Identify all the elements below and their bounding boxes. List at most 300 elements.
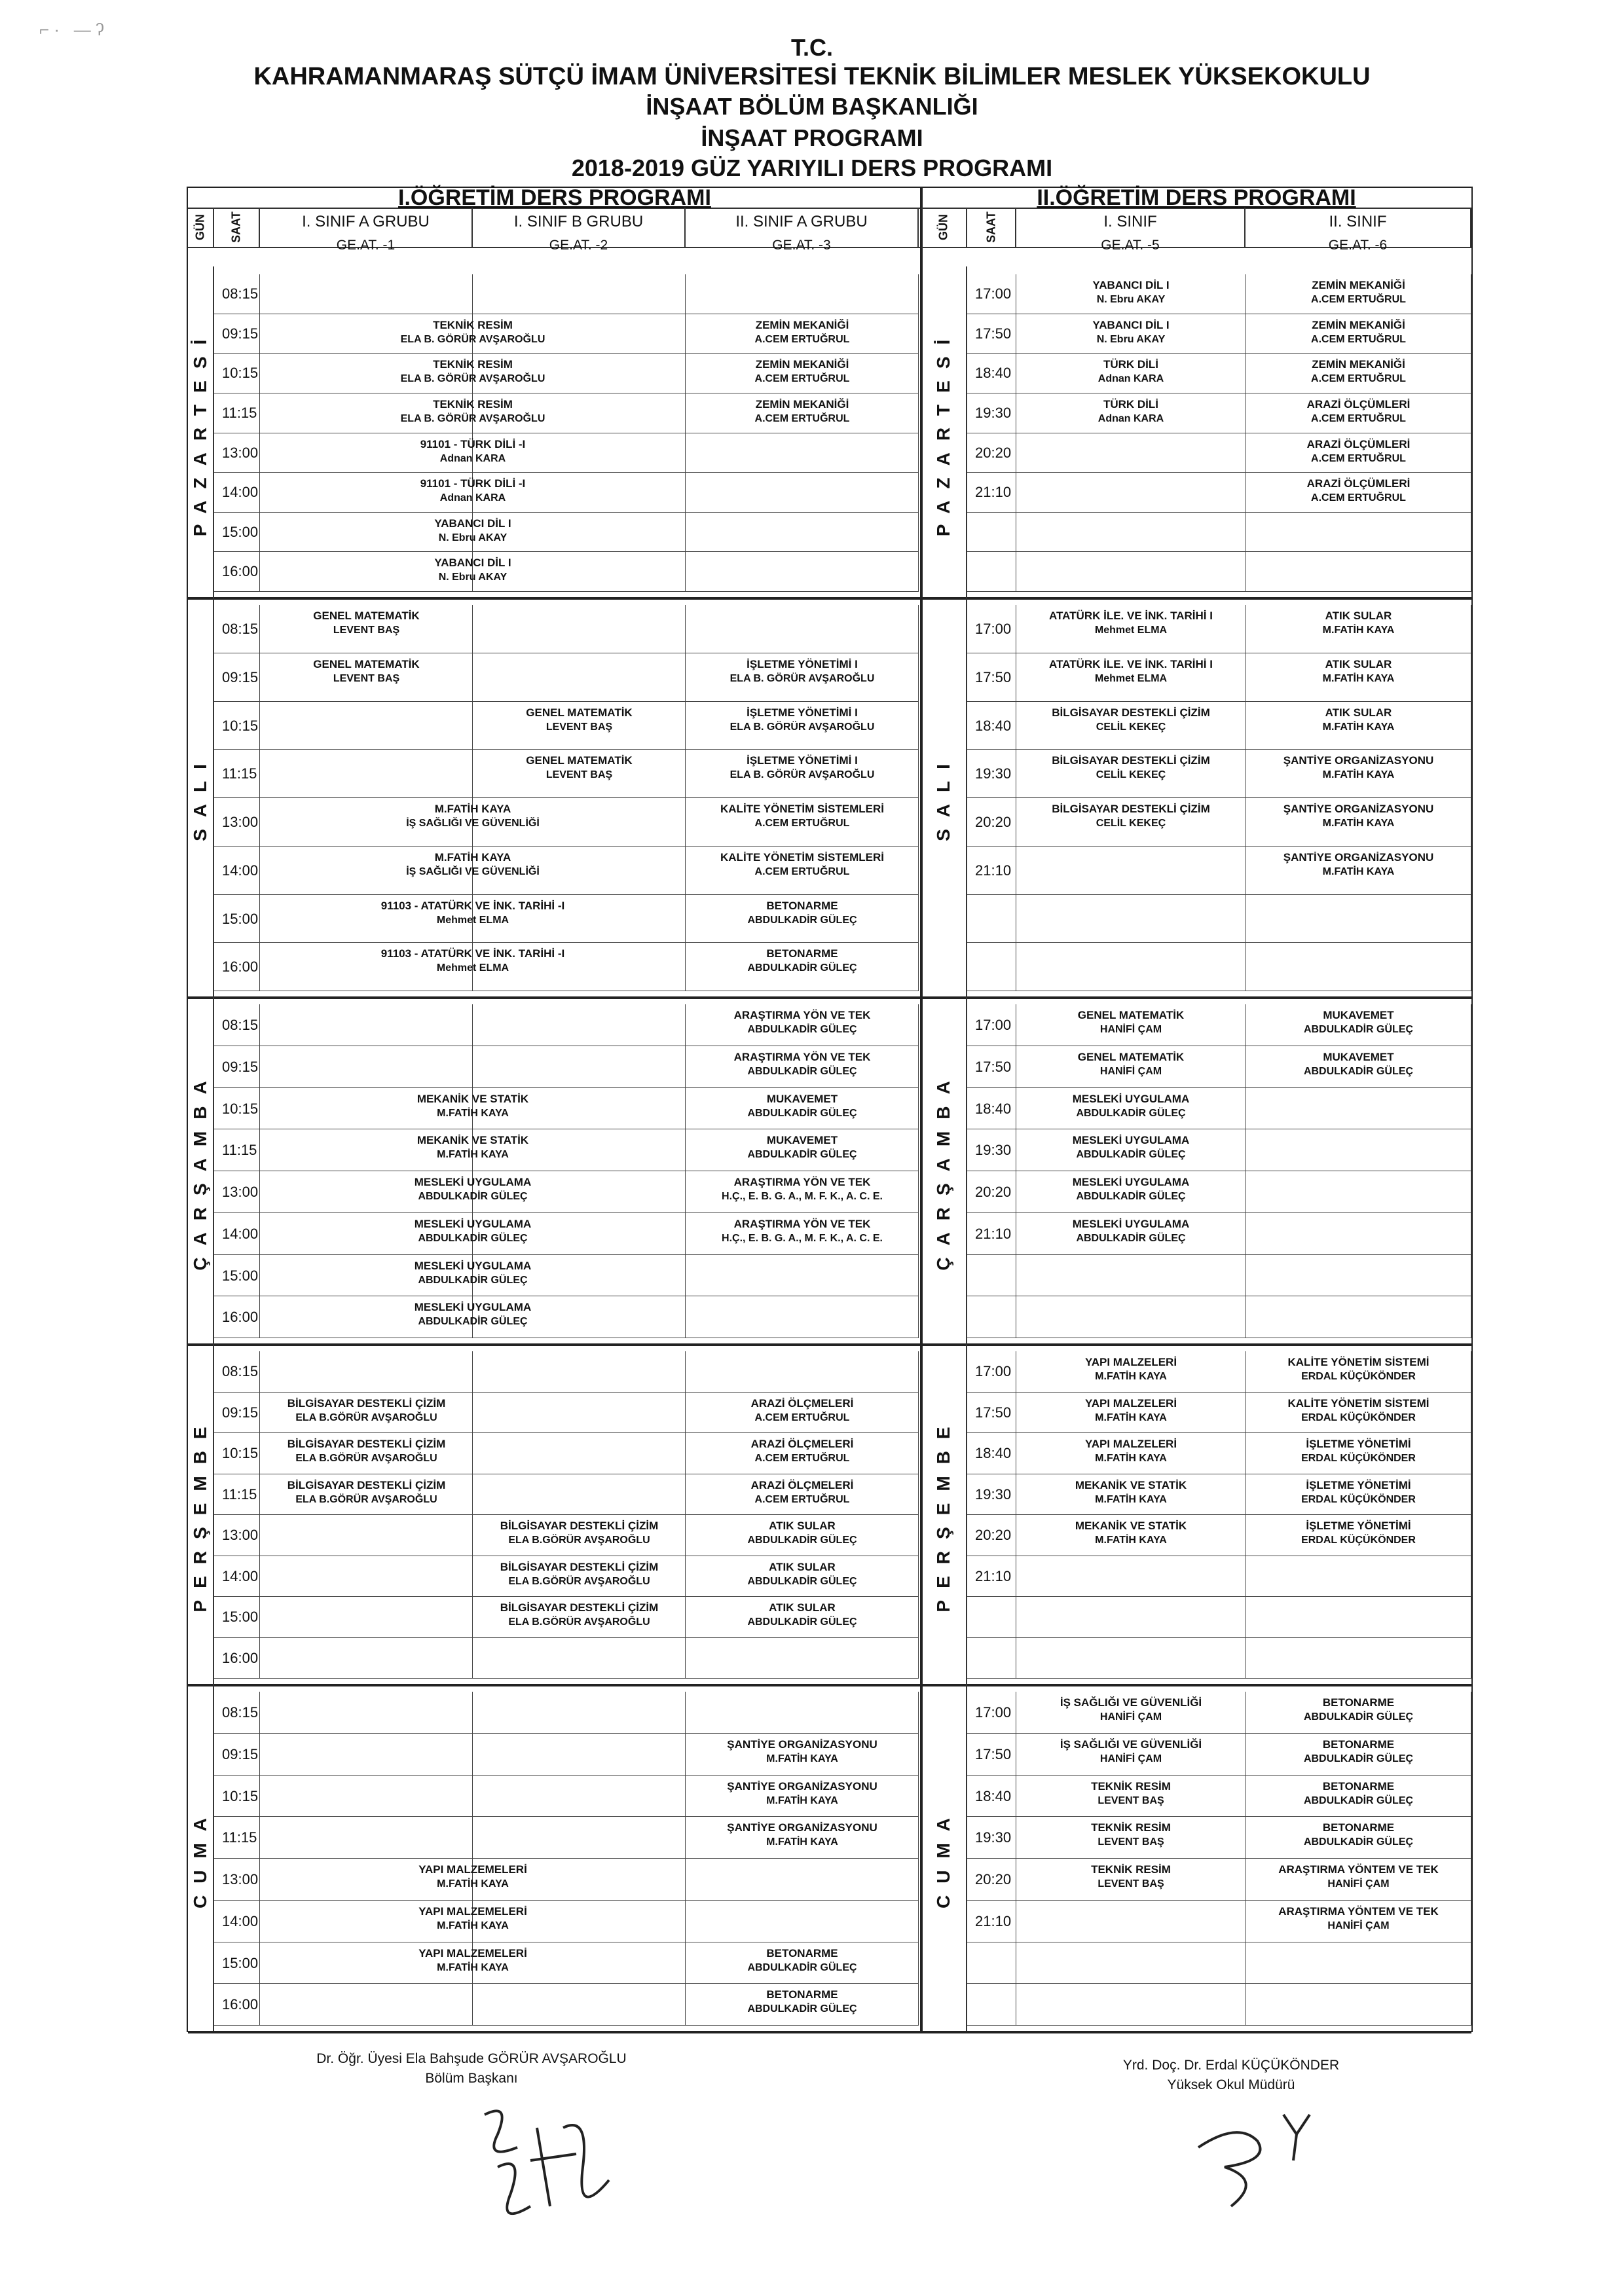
left-slot bbox=[260, 1817, 473, 1859]
right-day-name-cell bbox=[921, 1343, 967, 1684]
left-course-name: MUKAVEMET bbox=[766, 1092, 838, 1105]
right-course-teacher: A.CEM ERTUĞRUL bbox=[1311, 452, 1406, 464]
right-course-teacher: ABDULKADİR GÜLEÇ bbox=[1076, 1149, 1186, 1161]
right-course-entry bbox=[1016, 1478, 1246, 1507]
left-course-teacher: ELA B.GÖRÜR AVŞAROĞLU bbox=[508, 1535, 650, 1546]
left-slot bbox=[686, 1859, 919, 1901]
right-course-entry bbox=[1246, 278, 1471, 307]
right-slot bbox=[1016, 1556, 1246, 1597]
left-course-teacher: ABDULKADİR GÜLEÇ bbox=[747, 1535, 857, 1546]
right-time-cell: 17:50 bbox=[967, 1734, 1016, 1776]
signature-block-right bbox=[1074, 2056, 1388, 2095]
left-course-name: ATIK SULAR bbox=[769, 1520, 836, 1532]
right-course-entry bbox=[1246, 609, 1471, 638]
left-slot bbox=[686, 1296, 919, 1338]
right-course-name: ZEMİN MEKANİĞİ bbox=[1312, 358, 1405, 371]
left-course-entry bbox=[260, 1904, 686, 1933]
left-course-teacher: ELA B. GÖRÜR AVŞAROĞLU bbox=[729, 672, 875, 684]
right-slot bbox=[1246, 1088, 1471, 1130]
left-slot bbox=[686, 274, 919, 314]
left-course-name: TEKNİK RESİM bbox=[433, 397, 513, 410]
right-course-teacher: ABDULKADİR GÜLEÇ bbox=[1076, 1107, 1186, 1119]
right-course-teacher: M.FATİH KAYA bbox=[1095, 1493, 1167, 1505]
left-course-name: YAPI MALZEMELERİ bbox=[418, 1904, 527, 1918]
left-course-name: TEKNİK RESİM bbox=[433, 318, 513, 331]
left-course-teacher: ELA B. GÖRÜR AVŞAROĞLU bbox=[400, 373, 545, 385]
left-slot bbox=[473, 1734, 686, 1776]
right-course-teacher: M.FATİH KAYA bbox=[1095, 1371, 1167, 1382]
left-course-entry bbox=[260, 899, 686, 928]
left-course-name: ARAZİ ÖLÇMELERİ bbox=[750, 1396, 854, 1410]
left-course-teacher: ABDULKADİR GÜLEÇ bbox=[747, 1065, 857, 1077]
right-slot bbox=[1016, 1255, 1246, 1297]
left-course-name: ŞANTİYE ORGANİZASYONU bbox=[727, 1738, 877, 1751]
right-course-entry bbox=[1016, 318, 1246, 347]
right-course-teacher: CELİL KEKEÇ bbox=[1096, 818, 1166, 829]
left-slot bbox=[473, 605, 686, 653]
left-day-2 bbox=[188, 996, 921, 1346]
left-time-cell: 15:00 bbox=[214, 513, 260, 553]
right-time-cell: 18:40 bbox=[967, 1088, 1016, 1130]
left-time-cell: 15:00 bbox=[214, 1255, 260, 1297]
left-time-cell: 16:00 bbox=[214, 1638, 260, 1679]
right-day-name: SALI bbox=[933, 752, 953, 841]
right-slot bbox=[1246, 1213, 1471, 1255]
left-course-name: ZEMİN MEKANİĞİ bbox=[755, 318, 849, 331]
left-time-cell: 08:15 bbox=[214, 1692, 260, 1734]
right-course-entry bbox=[1016, 1092, 1246, 1121]
left-course-entry bbox=[686, 1092, 919, 1121]
right-slot bbox=[1246, 1556, 1471, 1597]
left-course-name: İŞLETME YÖNETİMİ I bbox=[747, 657, 858, 670]
right-course-entry bbox=[1246, 1355, 1471, 1384]
right-header-group-0 bbox=[1016, 208, 1246, 253]
left-slot bbox=[260, 1515, 473, 1556]
right-time-cell: 17:50 bbox=[967, 1046, 1016, 1088]
right-time-cell: 21:10 bbox=[967, 1213, 1016, 1255]
right-slot bbox=[1246, 1942, 1471, 1984]
right-course-teacher: CELİL KEKEÇ bbox=[1096, 721, 1166, 733]
left-slot bbox=[686, 473, 919, 513]
right-course-teacher: HANİFİ ÇAM bbox=[1099, 1753, 1162, 1764]
left-course-entry bbox=[686, 706, 919, 735]
right-course-teacher: Mehmet ELMA bbox=[1094, 672, 1168, 684]
right-course-teacher: HANİFİ ÇAM bbox=[1327, 1878, 1390, 1889]
right-course-name: ARAZİ ÖLÇÜMLERİ bbox=[1306, 397, 1411, 410]
left-slot bbox=[473, 1638, 686, 1679]
right-time-cell: 19:30 bbox=[967, 750, 1016, 798]
right-course-teacher: ABDULKADİR GÜLEÇ bbox=[1303, 1024, 1414, 1035]
right-time-cell: 19:30 bbox=[967, 1129, 1016, 1171]
right-course-teacher: M.FATİH KAYA bbox=[1322, 769, 1395, 781]
second-education-table bbox=[920, 187, 1473, 2032]
right-course-teacher: LEVENT BAŞ bbox=[1098, 1878, 1164, 1889]
left-course-teacher: ELA B. GÖRÜR AVŞAROĞLU bbox=[729, 721, 875, 733]
right-course-teacher: ERDAL KÜÇÜKÖNDER bbox=[1301, 1412, 1416, 1423]
left-course-entry bbox=[260, 850, 686, 879]
left-course-name: YABANCI DİL I bbox=[434, 556, 511, 570]
right-slot bbox=[1246, 943, 1471, 991]
first-education-table bbox=[187, 187, 923, 2032]
left-course-name: İŞLETME YÖNETİMİ I bbox=[747, 754, 858, 767]
right-time-cell: 17:50 bbox=[967, 314, 1016, 354]
right-slot bbox=[1016, 1901, 1246, 1942]
left-slot bbox=[473, 1817, 686, 1859]
left-day-name-cell bbox=[188, 1343, 214, 1684]
left-course-name: GENEL MATEMATİK bbox=[526, 706, 633, 719]
left-course-entry bbox=[260, 1217, 686, 1246]
left-course-entry bbox=[686, 1601, 919, 1630]
left-course-entry bbox=[686, 850, 919, 879]
right-course-entry bbox=[1246, 1821, 1471, 1850]
right-course-name: BETONARME bbox=[1322, 1779, 1395, 1793]
right-course-teacher: HANİFİ ÇAM bbox=[1099, 1711, 1162, 1722]
left-course-name: YABANCI DİL I bbox=[434, 517, 511, 530]
left-course-teacher: İŞ SAĞLIĞI VE GÜVENLİĞİ bbox=[406, 818, 540, 829]
left-course-teacher: M.FATİH KAYA bbox=[437, 1961, 509, 1973]
right-header-group-1 bbox=[1246, 208, 1471, 253]
right-course-name: MUKAVEMET bbox=[1323, 1009, 1394, 1021]
right-course-entry bbox=[1016, 1779, 1246, 1808]
right-course-teacher: M.FATİH KAYA bbox=[1322, 721, 1395, 733]
right-course-teacher: M.FATİH KAYA bbox=[1095, 1412, 1167, 1423]
left-course-teacher: A.CEM ERTUĞRUL bbox=[754, 1493, 850, 1505]
left-course-teacher: ABDULKADİR GÜLEÇ bbox=[747, 914, 857, 926]
left-course-teacher: A.CEM ERTUĞRUL bbox=[754, 818, 850, 829]
left-course-entry bbox=[686, 1175, 919, 1204]
handwritten-signature-left bbox=[458, 2088, 629, 2246]
left-course-name: ARAŞTIRMA YÖN VE TEK bbox=[733, 1050, 871, 1063]
program-name: İNŞAAT PROGRAMI bbox=[701, 124, 923, 151]
right-course-name: KALİTE YÖNETİM SİSTEMİ bbox=[1287, 1396, 1430, 1410]
left-slot bbox=[260, 1004, 473, 1046]
right-course-teacher: ABDULKADİR GÜLEÇ bbox=[1303, 1065, 1414, 1077]
right-slot bbox=[1246, 1171, 1471, 1213]
left-course-name: MEKANİK VE STATİK bbox=[416, 1134, 529, 1147]
left-time-cell: 13:00 bbox=[214, 798, 260, 847]
right-day-0 bbox=[921, 266, 1471, 600]
left-course-entry bbox=[686, 947, 919, 975]
right-course-name: BİLGİSAYAR DESTEKLİ ÇİZİM bbox=[1052, 706, 1210, 719]
left-slot bbox=[686, 1692, 919, 1734]
left-course-entry bbox=[260, 1300, 686, 1329]
left-time-cell: 11:15 bbox=[214, 1474, 260, 1516]
left-slot bbox=[260, 1638, 473, 1679]
left-course-teacher: H.Ç., E. B. G. A., M. F. K., A. C. E. bbox=[722, 1232, 883, 1244]
left-slot bbox=[473, 1692, 686, 1734]
left-course-name: ŞANTİYE ORGANİZASYONU bbox=[727, 1779, 877, 1793]
left-course-entry bbox=[260, 1478, 473, 1507]
right-time-cell bbox=[967, 1597, 1016, 1638]
left-slot bbox=[260, 1556, 473, 1597]
left-course-name: M.FATİH KAYA bbox=[434, 803, 511, 815]
right-day-name: ÇARŞAMBA bbox=[933, 1069, 953, 1271]
left-course-teacher: ELA B. GÖRÜR AVŞAROĞLU bbox=[400, 333, 545, 345]
right-course-name: GENEL MATEMATİK bbox=[1077, 1009, 1185, 1021]
left-course-name: BETONARME bbox=[766, 1946, 838, 1959]
left-slot bbox=[260, 274, 473, 314]
left-time-cell: 10:15 bbox=[214, 1088, 260, 1130]
left-slot bbox=[473, 1046, 686, 1088]
right-time-cell: 19:30 bbox=[967, 1817, 1016, 1859]
left-time-cell: 11:15 bbox=[214, 393, 260, 433]
right-course-teacher: Adnan KARA bbox=[1098, 412, 1164, 424]
left-day-4 bbox=[188, 1684, 921, 2033]
left-header-group-1 bbox=[473, 208, 686, 253]
right-course-entry bbox=[1246, 1738, 1471, 1766]
left-course-teacher: N. Ebru AKAY bbox=[438, 532, 507, 543]
left-course-entry bbox=[260, 609, 473, 638]
left-course-name: ARAŞTIRMA YÖN VE TEK bbox=[733, 1009, 871, 1021]
left-day-name-cell bbox=[188, 996, 214, 1343]
right-slot bbox=[1016, 473, 1246, 513]
right-header-time-label: SAAT bbox=[984, 211, 997, 243]
left-time-cell: 08:15 bbox=[214, 1004, 260, 1046]
left-course-teacher: ABDULKADİR GÜLEÇ bbox=[747, 1107, 857, 1119]
right-course-entry bbox=[1246, 802, 1471, 831]
left-slot bbox=[473, 1351, 686, 1393]
right-course-entry bbox=[1246, 657, 1471, 686]
left-course-entry bbox=[260, 1259, 686, 1288]
right-slot bbox=[1246, 1638, 1471, 1679]
left-course-entry bbox=[260, 437, 686, 466]
right-course-teacher: A.CEM ERTUĞRUL bbox=[1311, 492, 1406, 504]
right-header-row bbox=[921, 208, 1471, 253]
right-slot bbox=[1246, 895, 1471, 943]
right-course-name: ZEMİN MEKANİĞİ bbox=[1312, 318, 1405, 331]
left-course-teacher: M.FATİH KAYA bbox=[766, 1836, 838, 1848]
right-time-cell: 19:30 bbox=[967, 1474, 1016, 1516]
right-slot bbox=[1016, 513, 1246, 553]
left-course-name: MESLEKİ UYGULAMA bbox=[414, 1301, 532, 1314]
left-slot bbox=[473, 1776, 686, 1817]
left-slot bbox=[686, 1255, 919, 1297]
left-course-entry bbox=[473, 1519, 686, 1548]
left-course-entry bbox=[260, 517, 686, 545]
left-slot bbox=[686, 552, 919, 592]
left-course-name: BETONARME bbox=[766, 947, 838, 960]
right-course-entry bbox=[1016, 1821, 1246, 1850]
left-time-cell: 16:00 bbox=[214, 1296, 260, 1338]
right-time-cell: 17:00 bbox=[967, 274, 1016, 314]
left-course-name: BİLGİSAYAR DESTEKLİ ÇİZİM bbox=[287, 1396, 446, 1410]
right-day-name: PERŞEMBE bbox=[933, 1415, 953, 1613]
left-course-teacher: LEVENT BAŞ bbox=[545, 721, 613, 733]
left-course-name: MESLEKİ UYGULAMA bbox=[414, 1259, 532, 1272]
signer-left-name: Dr. Öğr. Üyesi Ela Bahşude GÖRÜR AVŞAROĞLU bbox=[316, 2051, 627, 2066]
right-time-cell bbox=[967, 943, 1016, 991]
left-course-entry bbox=[260, 397, 686, 426]
left-time-cell: 08:15 bbox=[214, 274, 260, 314]
left-course-teacher: LEVENT BAŞ bbox=[545, 769, 613, 781]
left-course-name: ATIK SULAR bbox=[769, 1601, 836, 1614]
right-time-cell: 20:20 bbox=[967, 1515, 1016, 1556]
right-course-name: BİLGİSAYAR DESTEKLİ ÇİZİM bbox=[1052, 803, 1210, 815]
right-course-teacher: A.CEM ERTUĞRUL bbox=[1311, 333, 1406, 345]
left-course-name: GENEL MATEMATİK bbox=[313, 657, 420, 670]
left-course-name: BETONARME bbox=[766, 1988, 838, 2001]
right-course-teacher: Mehmet ELMA bbox=[1094, 625, 1168, 636]
left-group-name: I. SINIF A GRUBU bbox=[302, 213, 430, 230]
left-course-teacher: ABDULKADİR GÜLEÇ bbox=[418, 1191, 528, 1202]
left-course-entry bbox=[260, 1863, 686, 1891]
left-time-cell: 11:15 bbox=[214, 1129, 260, 1171]
left-course-teacher: ELA B. GÖRÜR AVŞAROĞLU bbox=[400, 412, 545, 424]
right-course-entry bbox=[1016, 1396, 1246, 1425]
left-slot bbox=[473, 1984, 686, 2026]
left-course-teacher: ABDULKADİR GÜLEÇ bbox=[747, 1961, 857, 1973]
right-slot bbox=[1016, 943, 1246, 991]
right-course-teacher: M.FATİH KAYA bbox=[1322, 818, 1395, 829]
right-course-teacher: HANİFİ ÇAM bbox=[1099, 1065, 1162, 1077]
left-course-teacher: A.CEM ERTUĞRUL bbox=[754, 373, 850, 385]
right-course-name: İŞ SAĞLIĞI VE GÜVENLİĞİ bbox=[1060, 1738, 1202, 1751]
left-course-entry bbox=[686, 1478, 919, 1507]
right-slot bbox=[1016, 847, 1246, 895]
left-day-3 bbox=[188, 1343, 921, 1686]
right-slot bbox=[1016, 1942, 1246, 1984]
left-time-cell: 13:00 bbox=[214, 433, 260, 473]
right-course-entry bbox=[1246, 1696, 1471, 1724]
left-course-name: 91101 - TÜRK DİLİ -I bbox=[420, 437, 526, 450]
right-day-name-cell bbox=[921, 266, 967, 597]
left-day-name: ÇARŞAMBA bbox=[190, 1069, 210, 1271]
left-course-name: MUKAVEMET bbox=[766, 1134, 838, 1147]
right-course-entry bbox=[1016, 278, 1246, 307]
right-group-room: GE.AT. -6 bbox=[1328, 238, 1388, 253]
right-day-1 bbox=[921, 597, 1471, 999]
left-time-cell: 14:00 bbox=[214, 1213, 260, 1255]
left-course-teacher: ABDULKADİR GÜLEÇ bbox=[418, 1274, 528, 1286]
right-slot bbox=[1016, 1597, 1246, 1638]
right-time-cell: 17:00 bbox=[967, 1351, 1016, 1393]
right-course-entry bbox=[1246, 1437, 1471, 1466]
left-time-cell: 15:00 bbox=[214, 1597, 260, 1638]
right-course-teacher: ABDULKADİR GÜLEÇ bbox=[1076, 1191, 1186, 1202]
left-course-entry bbox=[260, 556, 686, 585]
right-course-name: YABANCI DİL I bbox=[1092, 318, 1170, 331]
left-time-cell: 13:00 bbox=[214, 1171, 260, 1213]
left-course-teacher: M.FATİH KAYA bbox=[437, 1149, 509, 1161]
right-time-cell: 21:10 bbox=[967, 1556, 1016, 1597]
left-time-cell: 08:15 bbox=[214, 605, 260, 653]
left-course-teacher: ELA B.GÖRÜR AVŞAROĞLU bbox=[295, 1493, 437, 1505]
left-header-day bbox=[188, 208, 214, 247]
left-day-name-cell bbox=[188, 597, 214, 996]
left-course-teacher: ABDULKADİR GÜLEÇ bbox=[747, 962, 857, 974]
right-course-entry bbox=[1016, 706, 1246, 735]
left-course-entry bbox=[260, 1396, 473, 1425]
left-day-name-cell bbox=[188, 266, 214, 597]
right-time-cell: 20:20 bbox=[967, 433, 1016, 473]
left-slot bbox=[260, 1351, 473, 1393]
left-course-teacher: Mehmet ELMA bbox=[436, 962, 509, 974]
right-course-entry bbox=[1246, 850, 1471, 879]
left-slot bbox=[473, 274, 686, 314]
right-course-name: GENEL MATEMATİK bbox=[1077, 1050, 1185, 1063]
left-course-entry bbox=[473, 754, 686, 782]
left-course-teacher: ELA B.GÖRÜR AVŞAROĞLU bbox=[295, 1453, 437, 1464]
left-time-cell: 15:00 bbox=[214, 895, 260, 943]
right-course-name: YAPI MALZELERİ bbox=[1084, 1396, 1177, 1410]
left-course-entry bbox=[686, 1133, 919, 1162]
signer-right-name: Yrd. Doç. Dr. Erdal KÜÇÜKÖNDER bbox=[1122, 2058, 1340, 2073]
right-course-teacher: LEVENT BAŞ bbox=[1098, 1836, 1164, 1848]
left-course-teacher: M.FATİH KAYA bbox=[437, 1878, 509, 1889]
left-course-teacher: ELA B.GÖRÜR AVŞAROĞLU bbox=[508, 1616, 650, 1628]
right-course-name: MUKAVEMET bbox=[1323, 1050, 1394, 1063]
left-time-cell: 09:15 bbox=[214, 314, 260, 354]
right-slot bbox=[1246, 1296, 1471, 1338]
right-course-entry bbox=[1246, 1050, 1471, 1079]
left-time-cell: 08:15 bbox=[214, 1351, 260, 1393]
right-course-name: MESLEKİ UYGULAMA bbox=[1072, 1217, 1190, 1230]
left-course-entry bbox=[686, 899, 919, 928]
left-course-teacher: LEVENT BAŞ bbox=[333, 672, 400, 684]
left-course-entry bbox=[260, 477, 686, 505]
left-header-group-0 bbox=[260, 208, 473, 253]
left-course-name: 91101 - TÜRK DİLİ -I bbox=[420, 477, 526, 490]
left-course-name: BİLGİSAYAR DESTEKLİ ÇİZİM bbox=[287, 1478, 446, 1491]
left-course-entry bbox=[260, 947, 686, 975]
left-course-teacher: LEVENT BAŞ bbox=[333, 625, 400, 636]
right-time-cell bbox=[967, 895, 1016, 943]
right-slot bbox=[1016, 1296, 1246, 1338]
right-course-teacher: ABDULKADİR GÜLEÇ bbox=[1303, 1836, 1414, 1848]
left-course-name: YAPI MALZEMELERİ bbox=[418, 1946, 527, 1959]
left-time-cell: 16:00 bbox=[214, 1984, 260, 2026]
left-course-entry bbox=[260, 1092, 686, 1121]
left-title: I.ÖĞRETİM DERS PROGRAMI bbox=[188, 188, 921, 209]
right-day-4 bbox=[921, 1684, 1471, 2033]
right-time-cell bbox=[967, 1942, 1016, 1984]
left-course-entry bbox=[686, 318, 919, 347]
right-time-cell: 17:00 bbox=[967, 1004, 1016, 1046]
right-course-name: MESLEKİ UYGULAMA bbox=[1072, 1134, 1190, 1147]
right-time-cell: 18:40 bbox=[967, 1776, 1016, 1817]
left-course-teacher: A.CEM ERTUĞRUL bbox=[754, 866, 850, 877]
left-time-cell: 11:15 bbox=[214, 750, 260, 798]
left-course-entry bbox=[260, 357, 686, 386]
left-course-teacher: ELA B.GÖRÜR AVŞAROĞLU bbox=[508, 1575, 650, 1587]
right-course-name: BETONARME bbox=[1322, 1738, 1395, 1751]
right-time-cell: 21:10 bbox=[967, 847, 1016, 895]
right-time-cell: 17:50 bbox=[967, 1393, 1016, 1434]
right-slot bbox=[1246, 1597, 1471, 1638]
handwritten-signature-right bbox=[1185, 2095, 1356, 2226]
left-course-name: MESLEKİ UYGULAMA bbox=[414, 1217, 532, 1230]
right-course-name: ARAZİ ÖLÇÜMLERİ bbox=[1306, 437, 1411, 450]
right-course-entry bbox=[1246, 754, 1471, 782]
left-course-name: TEKNİK RESİM bbox=[433, 358, 513, 371]
right-course-entry bbox=[1016, 754, 1246, 782]
right-course-entry bbox=[1246, 706, 1471, 735]
university-name: KAHRAMANMARAŞ SÜTÇÜ İMAM ÜNİVERSİTESİ TEKNİK BİLİMLER MESLEK YÜKSEKOKULU bbox=[253, 63, 1371, 90]
right-course-teacher: ERDAL KÜÇÜKÖNDER bbox=[1301, 1453, 1416, 1464]
left-header-time bbox=[214, 208, 260, 247]
right-course-entry bbox=[1016, 1437, 1246, 1466]
left-course-name: MEKANİK VE STATİK bbox=[416, 1092, 529, 1105]
right-course-teacher: N. Ebru AKAY bbox=[1096, 333, 1166, 345]
right-course-entry bbox=[1016, 397, 1246, 426]
left-group-name: I. SINIF B GRUBU bbox=[513, 213, 644, 230]
left-day-name: CUMA bbox=[190, 1806, 210, 1908]
left-slot bbox=[260, 1692, 473, 1734]
right-course-entry bbox=[1246, 1008, 1471, 1037]
left-time-cell: 13:00 bbox=[214, 1515, 260, 1556]
right-course-teacher: HANİFİ ÇAM bbox=[1099, 1024, 1162, 1035]
right-course-entry bbox=[1246, 318, 1471, 347]
